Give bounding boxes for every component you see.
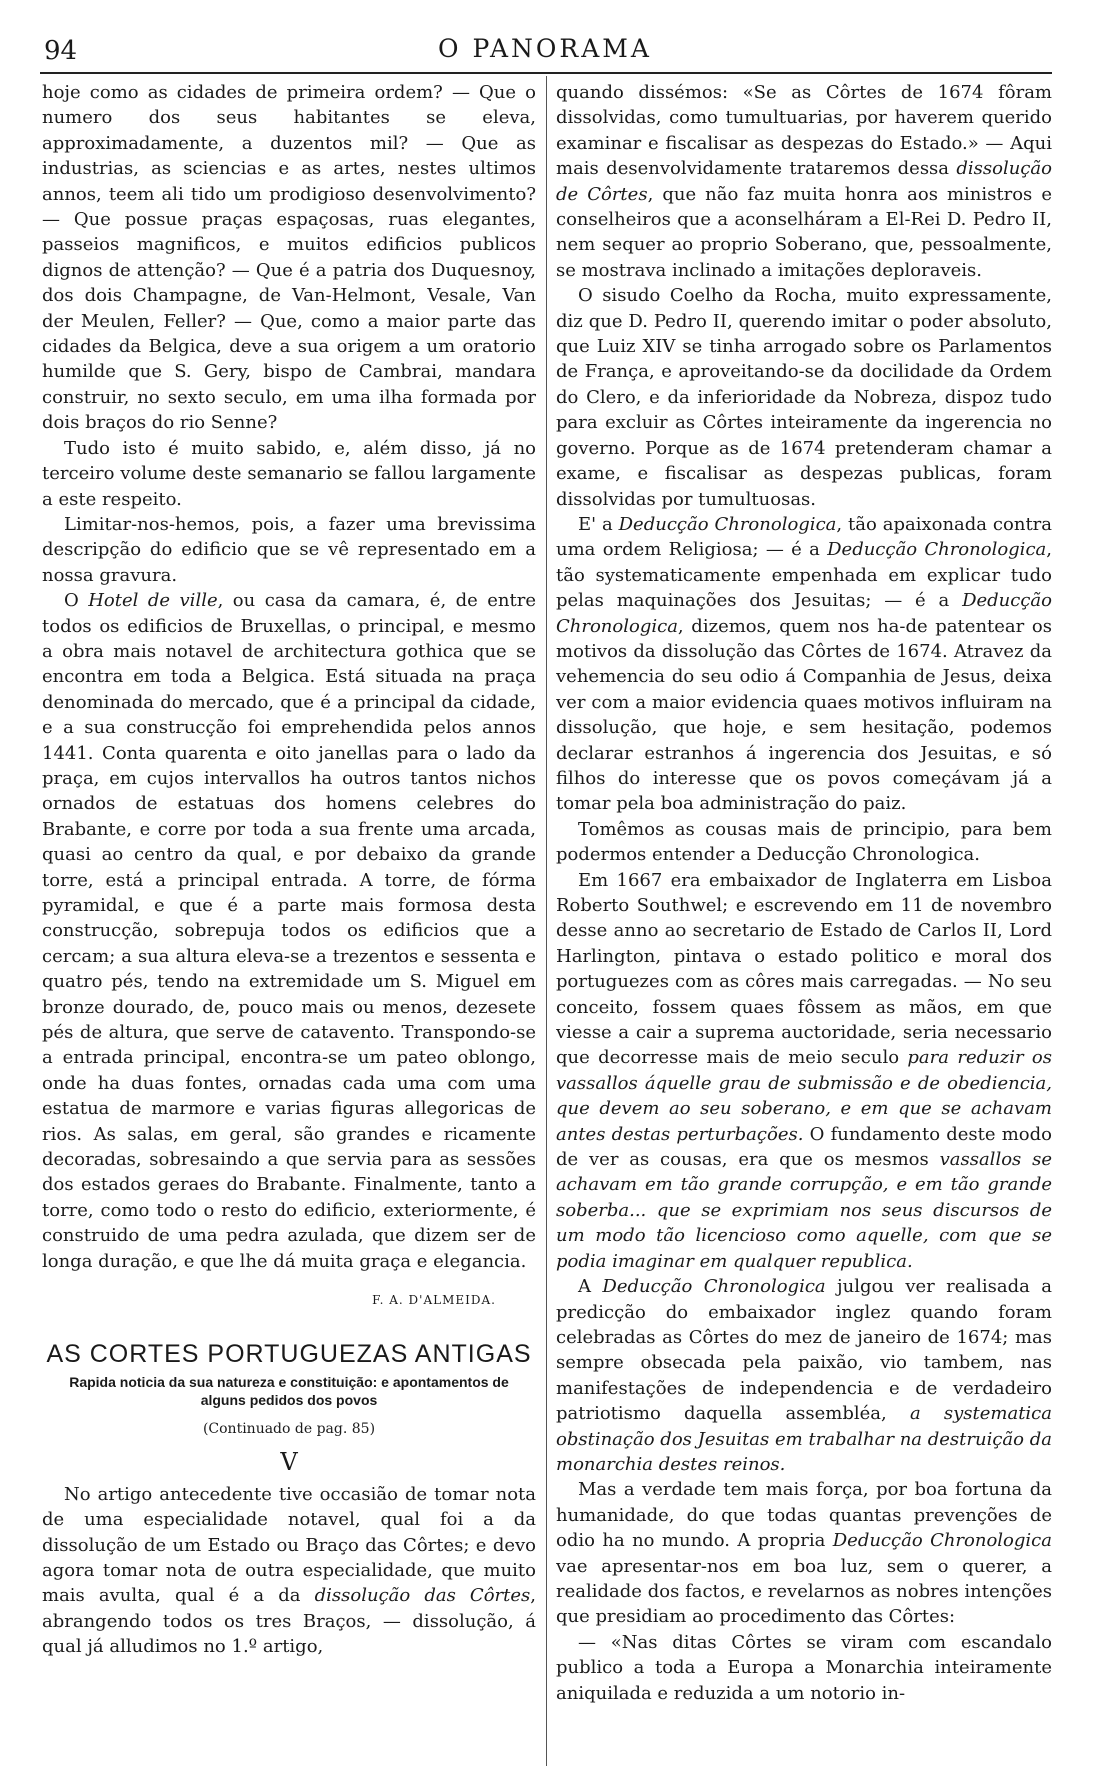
italic-run: Deducção Chronologica (602, 1276, 826, 1298)
text-run: Em 1667 era embaixador de Inglaterra em Lisboa Roberto Southwel; e escrevendo em 11 de novembro desse anno ao secretario de Estado de Carlos II, Lord Harlington, pintava o estado politico e moral dos portuguezes com as côres mais carregadas. — No seu conceito, fossem quaes fôssem as mãos, em que viesse a cair a suprema auctoridade, seria necessario que decorresse mais de meio seculo (556, 869, 1052, 1069)
italic-run: Deducção Chronologica (556, 590, 1052, 637)
page-header (40, 28, 1050, 66)
paragraph: — «Nas ditas Côrtes se viram com escandalo publico a toda a Europa a Monarchia inteiramente aniquilada e reduzida a um notorio in- (556, 1631, 1052, 1704)
text-run: A (578, 1276, 603, 1298)
paragraph (556, 868, 1052, 1275)
left-column (42, 80, 536, 1770)
text-run: , que não faz muita honra aos ministros e conselheiros que a aconselháram a El-Rei D. Pedro II, nem sequer ao proprio Soberano, que, pessoalmente, se mostrava inclinado a imitações deploraveis. (556, 183, 1052, 281)
italic-run: dissolução de Côrtes (556, 158, 1052, 205)
text-run: , tão apaixonada contra uma ordem Religiosa; — é a (556, 513, 1052, 561)
paragraph: Tudo isto é muito sabido, e, além disso, já no terceiro volume deste semanario se fallou largamente a este respeito. (42, 437, 536, 510)
italic-run: Deducção Chronologica (832, 1530, 1052, 1552)
journal-title: O PANORAMA (438, 34, 652, 63)
continued-note: (Continuado de pag. 85) (202, 1420, 376, 1437)
text-run: , tão systematicamente empenhada em explicar tudo pelas maquinações dos Jesuitas; — é a (556, 539, 1052, 612)
text-run: , dizemos, quem nos ha-de patentear os motivos da dissolução das Côrtes de 1674. Atravez da vehemencia do seu odio á Companhia de Jesus, deixa ver com a maior evidencia quaes motivos influiram na dissolução, que hoje, e sem hesitação, podemos declarar estranhos á ingerencia dos Jesuitas, e só filhos do interesse que os povos começávam já a tomar pela boa administração do paiz. (556, 615, 1052, 815)
text-run: E' a (578, 513, 619, 535)
right-column (556, 80, 1052, 1770)
italic-run: para reduzir os vassallos áquelle grau de submissão e de obediencia, que devem ao seu soberano, e em que se achavam antes destas perturbações. (556, 1047, 1052, 1145)
italic-run: dissolução das Côrtes (314, 1585, 531, 1607)
section-subtitle: Rapida noticia da sua natureza e constituição: e apontamentos de alguns pedidos dos povos (69, 1373, 509, 1408)
text-run: quando dissémos: «Se as Côrtes de 1674 fôram dissolvidas, como tumultuarias, por haverem querido examinar e fiscalisar as despezas do Estado.» — Aqui mais desenvolvidamente trataremos dessa (556, 82, 1052, 180)
chapter-numeral: V (280, 1448, 298, 1477)
italic-run: Deducção Chronologica (618, 513, 837, 535)
author-signature: F. A. D'ALMEIDA. (372, 1293, 496, 1308)
header-rule (40, 72, 1052, 74)
paragraph (556, 80, 1052, 283)
text-run: O fundamento deste modo de ver as cousas, era que os mesmos (556, 1123, 1052, 1171)
paragraph: O sisudo Coelho da Rocha, muito expressamente, diz que D. Pedro II, querendo imitar o poder absoluto, que Luiz XIV se tinha arrogado sobre os Parlamentos de França, e aproveitando-se da docilidade da Ordem do Clero, e da inferioridade da Nobreza, dispoz tudo para excluir as Côrtes inteiramente da ingerencia no governo. Porque as de 1674 pretenderam chamar a exame, e fiscalisar as despezas publicas, foram dissolvidas por tumultuosas. (556, 285, 1052, 510)
text-run: No artigo antecedente tive occasião de tomar nota de uma especialidade notavel, qual foi a da dissolução de um Estado ou Braço das Côrtes; e devo agora tomar nota de outra especialidade, que muito mais avulta, qual é a da (42, 1483, 536, 1607)
column-divider (546, 76, 547, 1766)
page-number: 94 (44, 36, 78, 66)
text-run: O (64, 590, 89, 612)
paragraph: Limitar-nos-hemos, pois, a fazer uma brevissima descripção do edificio que se vê representado em a nossa gravura. (42, 513, 536, 586)
italic-run: Deducção Chronologica (827, 539, 1047, 561)
text-run: vae apresentar-nos em boa luz, sem o querer, a realidade dos factos, e revelarnos as nobres intenções que presidiam ao procedimento das Côrtes: (556, 1555, 1052, 1628)
italic-run: a systematica obstinação dos Jesuitas em trabalhar na destruição da monarchia destes reinos. (556, 1403, 1052, 1475)
paragraph (556, 1477, 1052, 1629)
text-run: julgou ver realisada a predicção do embaixador inglez quando foram celebradas as Côrtes do mez de janeiro de 1674; mas sempre obsecada pela paixão, vio tambem, nas manifestações de independencia e de verdadeiro patriotismo daquella assembléa, (556, 1276, 1052, 1425)
text-run: , ou casa da camara, é, de entre todos os edificios de Bruxellas, o principal, e mesmo a obra mais notavel de architectura gothica que se encontra em toda a Belgica. Está situada na praça denominada do mercado, que é a principal da cidade, e a sua construcção foi emprehendida pelos annos 1441. Conta quarenta e oito janellas para o lado da praça, em cujos intervallos ha outros tantos nichos ornados de estatuas dos homens celebres do Brabante, e corre por toda a sua frente uma arcada, quasi ao centro da qual, e por debaixo da grande torre, está a principal entrada. A torre, de fórma pyramidal, e que é a parte mais formosa desta construcção, sobrepuja todos os edificios que a cercam; a sua altura eleva-se a trezentos e sessenta e quatro pés, tendo na extremidade um S. Miguel em bronze dourado, de, pouco mais ou menos, dezesete pés de altura, que serve de catavento. Transpondo-se a entrada principal, encontra-se um pateo oblongo, onde ha duas fontes, ornadas cada uma com uma estatua de marmore e varias figuras allegoricas de rios. As salas, em geral, são grandes e ricamente decoradas, sobresaindo a que servia para as sessões dos estados geraes do Brabante. Finalmente, tanto a torre, como todo o resto do edificio, exteriormente, é construido de uma pedra azulada, que dizem ser de longa duração, e que lhe dá muita graça e elegancia. (42, 590, 536, 1272)
paragraph (556, 512, 1052, 817)
italic-run: vassallos se achavam em tão grande corrupção, e em tão grande soberba... que se exprimiam nos seus discursos de um modo tão licencioso como aquelle, com que se podia imaginar em qualquer republica. (556, 1149, 1052, 1272)
hotel-de-ville-paragraph (42, 588, 536, 1274)
text-run: Mas a verdade tem mais força, por boa fortuna da humanidade, do que todas quantas prevenções de odio ha no mundo. A propria (556, 1479, 1052, 1552)
text-run: , abrangendo todos os tres Braços, — dissolução, á qual já alludimos no 1.º artigo, (42, 1585, 536, 1658)
section-title: AS CORTES PORTUGUEZAS ANTIGAS (46, 1339, 532, 1368)
paragraph (556, 1274, 1052, 1477)
paragraph (42, 1482, 536, 1660)
italic-run: Hotel de ville (88, 590, 218, 612)
paragraph: hoje como as cidades de primeira ordem? — Que o numero dos seus habitantes se eleva, approximadamente, a duzentos mil? — Que as industrias, as sciencias e as artes, nestes ultimos annos, teem ali tido um prodigioso desenvolvimento? — Que possue praças espaçosas, ruas elegantes, passeios magnificos, e muitos edificios publicos dignos de attenção? — Que é a patria dos Duquesnoy, dos dois Champagne, de Van-Helmont, Vesale, Van der Meulen, Feller? — Que, como a maior parte das cidades da Belgica, deve a sua origem a um oratorio humilde que S. Gery, bispo de Cambrai, mandara construir, no sexto seculo, em uma ilha formada por dois braços do rio Senne? (42, 82, 536, 434)
paragraph: Tomêmos as cousas mais de principio, para bem podermos entender a Deducção Chronologica. (556, 818, 1052, 866)
